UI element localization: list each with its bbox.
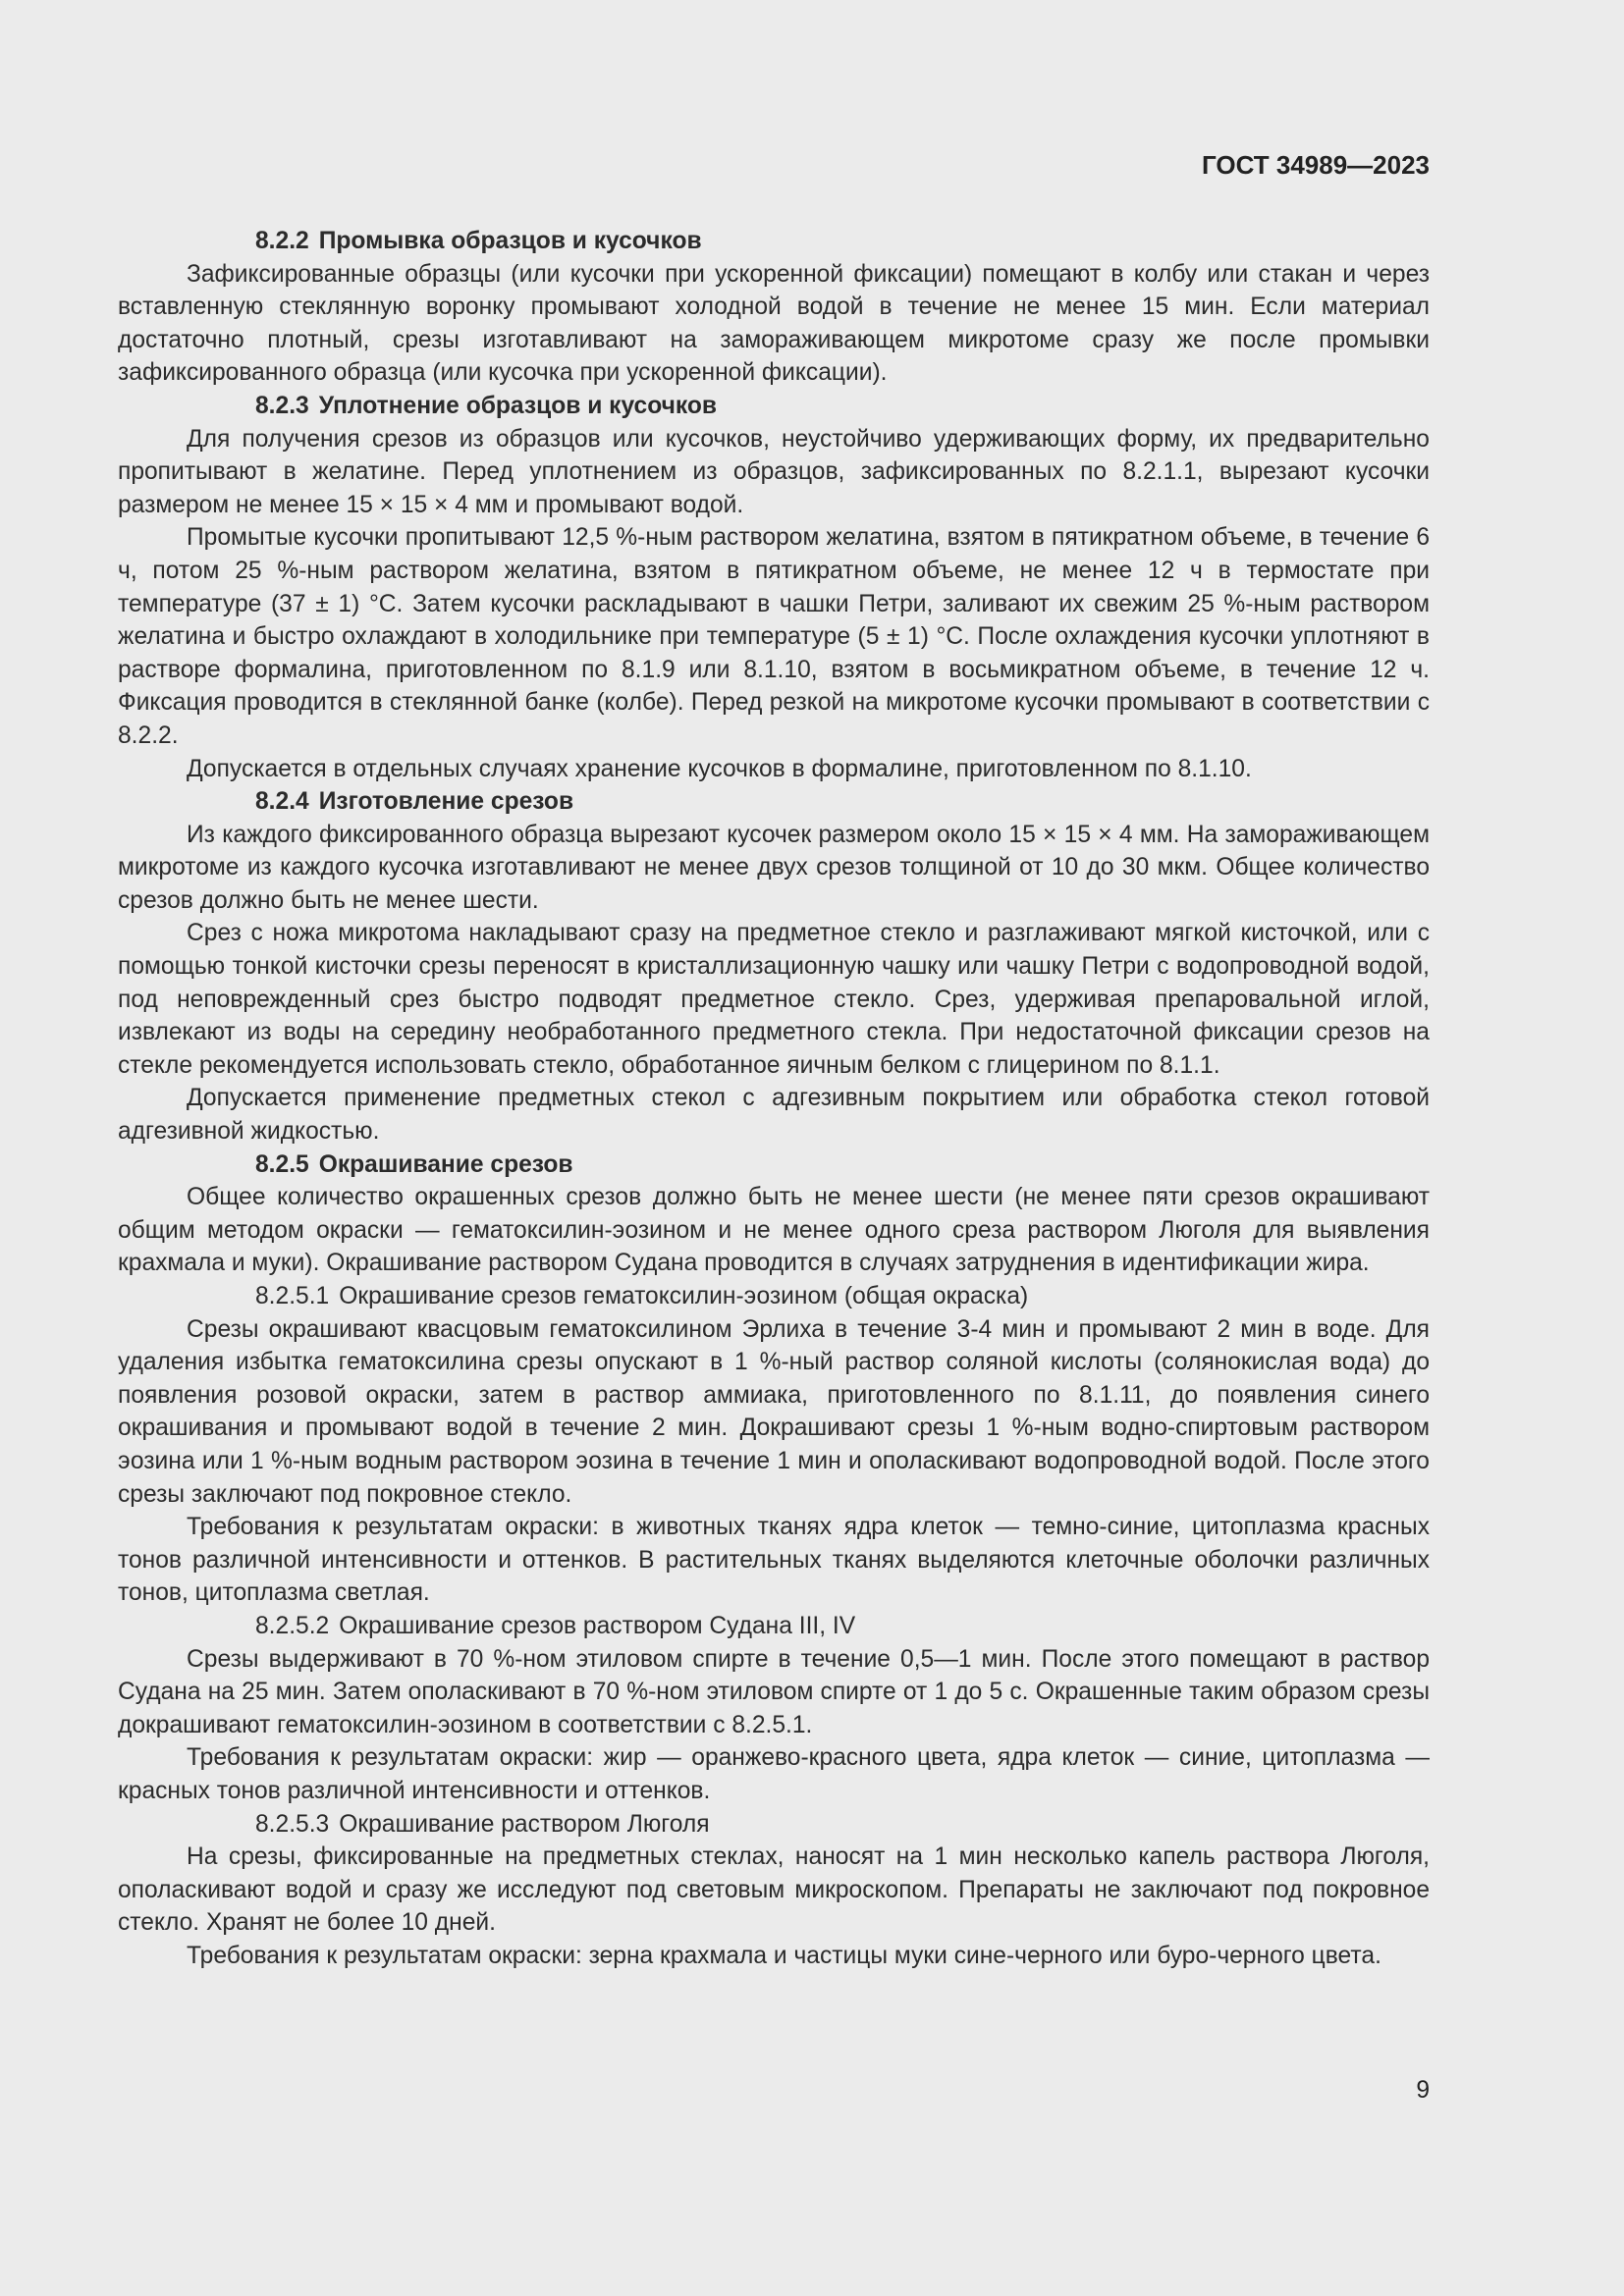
- section-heading-8-2-2: [118, 225, 1430, 258]
- paragraph: Требования к результатам окраски: жир — оранжево-красного цвета, ядра клеток — синие, цитоплазма — красных тонов различной интенсивности и оттенков.: [118, 1744, 1430, 1804]
- section-number: 8.2.4: [255, 788, 309, 816]
- subsection-heading-8-2-5-1: [118, 1280, 1430, 1313]
- paragraph: Срезы окрашивают квасцовым гематоксилином Эрлиха в течение 3-4 мин и промывают 2 мин в воде. Для удаления избытка гематоксилина срезы опускают в 1 %-ный раствор соляной кислоты (солянокислая вода) до появления розовой окраски, затем в раствор аммиака, приготовленного по 8.1.11, до появления синего окрашивания и промывают водой в течение 2 мин. Докрашивают срезы 1 %-ным водно-спиртовым раствором эозина или 1 %-ным водным раствором эозина в течение 1 мин и ополаскивают водопроводной водой. После этого срезы заключают под покровное стекло.: [118, 1315, 1430, 1508]
- subsection-heading-8-2-5-2: [118, 1610, 1430, 1643]
- paragraph: Допускается применение предметных стекол с адгезивным покрытием или обработка стекол готовой адгезивной жидкостью.: [118, 1085, 1430, 1146]
- paragraph: Общее количество окрашенных срезов должно быть не менее шести (не менее пяти срезов окрашивают общим методом окраски — гематоксилин-эозином и не менее одного среза раствором Люголя для выявления крахмала и муки). Окрашивание раствором Судана проводится в случаях затруднения в идентификации жира.: [118, 1184, 1430, 1277]
- document-code: ГОСТ 34989—2023: [1202, 150, 1430, 180]
- section-number: 8.2.2: [255, 228, 309, 254]
- subsection-title: Окрашивание срезов раствором Судана III, IV: [339, 1612, 856, 1639]
- subsection-heading-8-2-5-3: [118, 1808, 1430, 1842]
- section-heading-8-2-4: [118, 785, 1430, 819]
- subsection-number: 8.2.5.3: [255, 1810, 330, 1838]
- paragraph: Требования к результатам окраски: зерна крахмала и частицы муки сине-черного или буро-черного цвета.: [187, 1942, 1381, 1969]
- section-title: Изготовление срезов: [318, 788, 574, 816]
- subsection-number: 8.2.5.1: [255, 1283, 330, 1309]
- subsection-title: Окрашивание раствором Люголя: [339, 1810, 710, 1838]
- section-heading-8-2-5: [118, 1148, 1430, 1182]
- paragraph: Из каждого фиксированного образца вырезают кусочек размером около 15 × 15 × 4 мм. На замораживающем микротоме из каждого кусочка изготавливают не менее двух срезов толщиной от 10 до 30 мкм. Общее количество срезов должно быть не менее шести.: [118, 821, 1430, 914]
- section-title: Уплотнение образцов и кусочков: [318, 392, 718, 419]
- document-body: [118, 225, 1430, 1972]
- paragraph: На срезы, фиксированные на предметных стеклах, наносят на 1 мин несколько капель раствора Люголя, ополаскивают водой и сразу же исследуют под световым микроскопом. Препараты не заключают под покровное стекло. Хранят не более 10 дней.: [118, 1843, 1430, 1937]
- paragraph: Промытые кусочки пропитывают 12,5 %-ным раствором желатина, взятом в пятикратном объеме, в течение 6 ч, потом 25 %-ным раствором желатина, взятом в пятикратном объеме, не менее 12 ч в термостате при температуре (37 ± 1) °С. Затем кусочки раскладывают в чашки Петри, заливают их свежим 25 %-ным раствором желатина и быстро охлаждают в холодильнике при температуре (5 ± 1) °С. После охлаждения кусочки уплотняют в растворе формалина, приготовленном по 8.1.9 или 8.1.10, взятом в восьмикратном объеме, в течение 12 ч. Фиксация проводится в стеклянной банке (колбе). Перед резкой на микротоме кусочки промывают в соответствии с 8.2.2.: [118, 524, 1430, 749]
- subsection-number: 8.2.5.2: [255, 1612, 330, 1639]
- paragraph: Допускается в отдельных случаях хранение кусочков в формалине, приготовленном по 8.1.10.: [187, 755, 1252, 782]
- subsection-title: Окрашивание срезов гематоксилин-эозином (общая окраска): [339, 1283, 1029, 1309]
- section-heading-8-2-3: [118, 390, 1430, 423]
- page-number: 9: [1416, 2077, 1430, 2104]
- section-number: 8.2.5: [255, 1150, 309, 1178]
- paragraph: Срез с ножа микротома накладывают сразу на предметное стекло и разглаживают мягкой кисточкой, или с помощью тонкой кисточки срезы переносят в кристаллизационную чашку или чашку Петри с водопроводной водой, под неповрежденный срез быстро подводят предметное стекло. Срез, удерживая препаровальной иглой, извлекают из воды на середину необработанного предметного стекла. При недостаточной фиксации срезов на стекле рекомендуется использовать стекло, обработанное яичным белком с глицерином по 8.1.1.: [118, 920, 1430, 1079]
- paragraph: Для получения срезов из образцов или кусочков, неустойчиво удерживающих форму, их предварительно пропитывают в желатине. Перед уплотнением из образцов, зафиксированных по 8.2.1.1, вырезают кусочки размером не менее 15 × 15 × 4 мм и промывают водой.: [118, 425, 1430, 518]
- paragraph: Срезы выдерживают в 70 %-ном этиловом спирте в течение 0,5—1 мин. После этого помещают в раствор Судана на 25 мин. Затем ополаскивают в 70 %-ном этиловом спирте от 1 до 5 с. Окрашенные таким образом срезы докрашивают гематоксилин-эозином в соответствии с 8.2.5.1.: [118, 1645, 1430, 1738]
- section-title: Промывка образцов и кусочков: [318, 228, 702, 254]
- paragraph: Зафиксированные образцы (или кусочки при ускоренной фиксации) помещают в колбу или стакан и через вставленную стеклянную воронку промывают холодной водой в течение не менее 15 мин. Если материал достаточно плотный, срезы изготавливают на замораживающем микротоме сразу же после промывки зафиксированного образца (или кусочка при ускоренной фиксации).: [118, 260, 1430, 387]
- paragraph: Требования к результатам окраски: в животных тканях ядра клеток — темно-синие, цитоплазма красных тонов различной интенсивности и оттенков. В растительных тканях выделяются клеточные оболочки различных тонов, цитоплазма светлая.: [118, 1514, 1430, 1607]
- section-number: 8.2.3: [255, 392, 309, 419]
- section-title: Окрашивание срезов: [318, 1150, 573, 1178]
